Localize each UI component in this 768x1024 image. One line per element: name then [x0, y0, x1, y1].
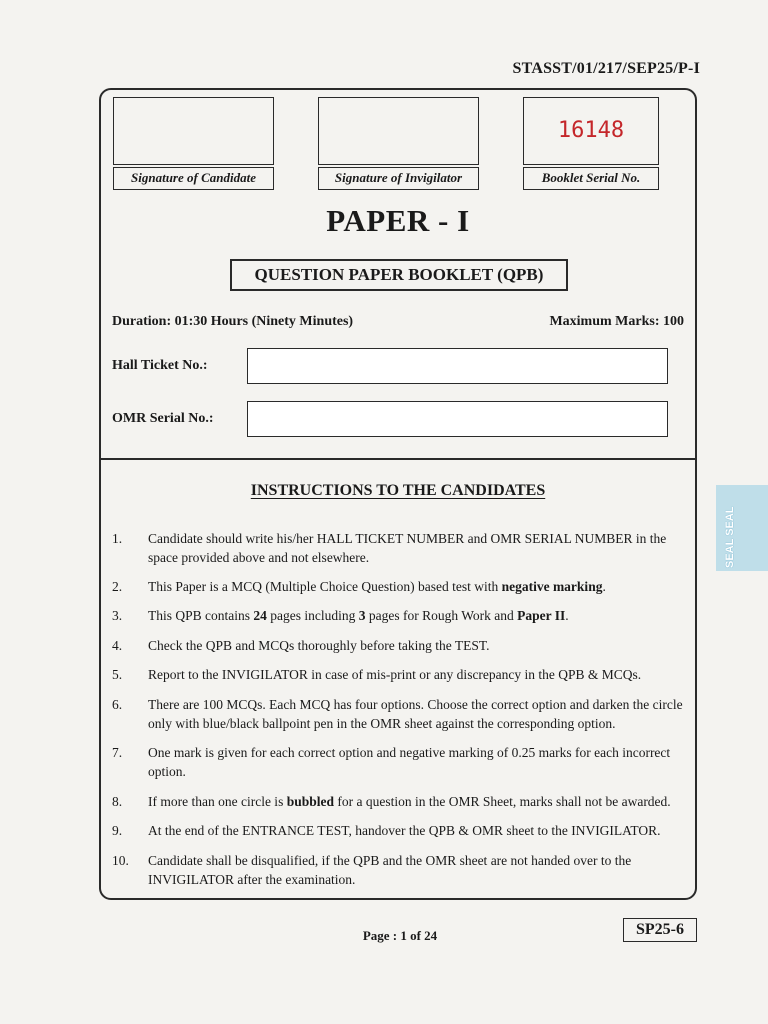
instruction-text: This QPB contains 24 pages including 3 pages for Rough Work and Paper II.	[148, 608, 569, 623]
booklet-serial-number: 16148	[557, 118, 625, 143]
instruction-item	[112, 577, 692, 596]
instruction-item	[112, 606, 692, 625]
instruction-text: One mark is given for each correct option and negative marking of 0.25 marks for each incorrect option.	[148, 745, 671, 779]
section-divider	[99, 458, 697, 460]
instruction-item	[112, 695, 692, 733]
instruction-number: 10.	[112, 853, 129, 868]
page-number: Page : 1 of 24	[362, 928, 438, 943]
instruction-text: Check the QPB and MCQs thoroughly before taking the TEST.	[148, 638, 490, 653]
invigilator-signature-box[interactable]	[318, 97, 479, 165]
instruction-number: 4.	[112, 638, 123, 653]
instruction-number: 1.	[112, 531, 123, 546]
hall-ticket-input[interactable]	[247, 348, 668, 384]
paper-title: PAPER - I	[326, 203, 470, 238]
instruction-number: 5.	[112, 667, 123, 682]
instruction-text: At the end of the ENTRANCE TEST, handover the QPB & OMR sheet to the INVIGILATOR.	[148, 823, 661, 838]
instruction-item	[112, 821, 692, 840]
instruction-text: Candidate shall be disqualified, if the QPB and the OMR sheet are not handed over to the INVIGILATOR after the examination.	[148, 853, 632, 887]
instruction-text: There are 100 MCQs. Each MCQ has four options. Choose the correct option and darken the circle only with blue/black ballpoint pen in the OMR sheet against the corresponding option.	[148, 697, 683, 731]
instruction-number: 8.	[112, 794, 123, 809]
instruction-item	[112, 792, 692, 811]
booklet-subtitle: QUESTION PAPER BOOKLET (QPB)	[230, 259, 568, 291]
duration-text: Duration: 01:30 Hours (Ninety Minutes)	[112, 314, 354, 329]
omr-serial-label: OMR Serial No.:	[112, 411, 214, 426]
instructions-heading-text: INSTRUCTIONS TO THE CANDIDATES	[250, 482, 546, 499]
instruction-item	[112, 851, 692, 889]
instruction-number: 7.	[112, 745, 123, 760]
instruction-number: 9.	[112, 823, 123, 838]
paper-code: STASST/01/217/SEP25/P-I	[512, 60, 700, 77]
instruction-text: If more than one circle is bubbled for a question in the OMR Sheet, marks shall not be awarded.	[148, 794, 671, 809]
candidate-signature-box[interactable]	[113, 97, 274, 165]
instruction-text: This Paper is a MCQ (Multiple Choice Question) based test with negative marking.	[148, 579, 606, 594]
instruction-item	[112, 529, 692, 567]
instruction-number: 6.	[112, 697, 123, 712]
max-marks-text: Maximum Marks: 100	[549, 314, 684, 329]
invigilator-signature-label: Signature of Invigilator	[318, 167, 479, 190]
seal-sticker-text: SEAL SEAL	[724, 506, 736, 568]
form-code-badge: SP25-6	[623, 918, 697, 942]
instruction-text: Candidate should write his/her HALL TICKET NUMBER and OMR SERIAL NUMBER in the space provided above and not elsewhere.	[148, 531, 667, 565]
instruction-number: 3.	[112, 608, 123, 623]
hall-ticket-label: Hall Ticket No.:	[112, 358, 208, 373]
booklet-serial-label: Booklet Serial No.	[523, 167, 659, 190]
candidate-signature-label: Signature of Candidate	[113, 167, 274, 190]
instruction-item	[112, 636, 692, 655]
instructions-heading	[99, 482, 697, 500]
omr-serial-input[interactable]	[247, 401, 668, 437]
instruction-number: 2.	[112, 579, 123, 594]
instruction-text: Report to the INVIGILATOR in case of mis-print or any discrepancy in the QPB & MCQs.	[148, 667, 642, 682]
instruction-item	[112, 743, 692, 781]
instruction-item	[112, 665, 692, 684]
